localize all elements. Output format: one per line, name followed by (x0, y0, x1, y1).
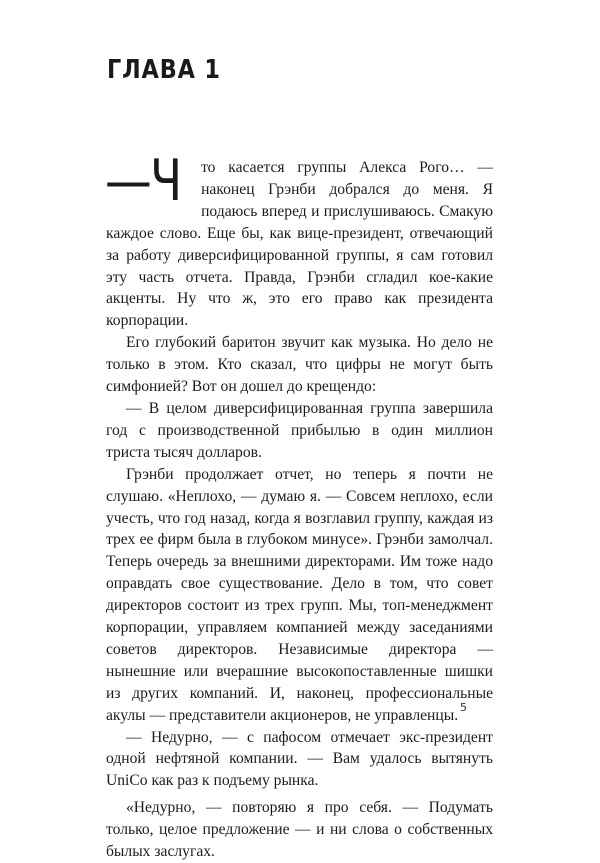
body-text (105, 148, 493, 863)
paragraph-6: «Недурно, — повторяю я про себя. — Подумать только, целое предложение — и ни слова о собственных былых заслугах. (106, 799, 493, 861)
paragraph-1 (105, 148, 493, 332)
paragraph-4: Грэнби продолжает отчет, но теперь я почти не слушаю. «Неплохо, — думаю я. — Совсем неплохо, если учесть, что год назад, когда я возглавил группу, каждая из трех ее фирм была в глубоком минусе». Грэнби замолчал. Теперь очередь за внешними директорами. Им тоже надо оправдать свое существование. Дело в том, что совет директоров состоит из трех групп. Мы, топ-менеджмент корпорации, управляем компанией между заседаниями советов директоров. Независимые директора — нынешние или вчерашние высокопоставленные шишки из других компаний. И, наконец, профессиональные акулы — представители акционеров, не управленцы. (106, 465, 493, 724)
paragraph-1-text: то касается группы Алекса Рого… — наконец Грэнби добрался до меня. Я подаюсь вперед и прислушиваюсь. Смакую каждое слово. Еще бы, как вице-президент, отвечающий за работу диверсифицированной группы, я сам готовил эту часть отчета. Правда, Грэнби сгладил кое-какие акценты. Ну что ж, это его право как президента корпорации. (106, 159, 493, 330)
drop-cap: —Ч (105, 148, 181, 214)
paragraph-3: — В целом диверсифицированная группа завершила год с производственной прибылью в один миллион триста тысяч долларов. (106, 399, 493, 461)
paragraph-2: Его глубокий баритон звучит как музыка. Но дело не только в этом. Кто сказал, что цифры не могут быть симфонией? Вот он дошел до крещендо: (106, 334, 493, 396)
page-number: 5 (460, 701, 467, 714)
chapter-title: ГЛАВА 1 (107, 55, 221, 85)
paragraph-5: — Недурно, — с пафосом отмечает экс-президент одной нефтяной компании. — Вам удалось вытянуть UniCo как раз к подъему рынка. (106, 728, 493, 790)
